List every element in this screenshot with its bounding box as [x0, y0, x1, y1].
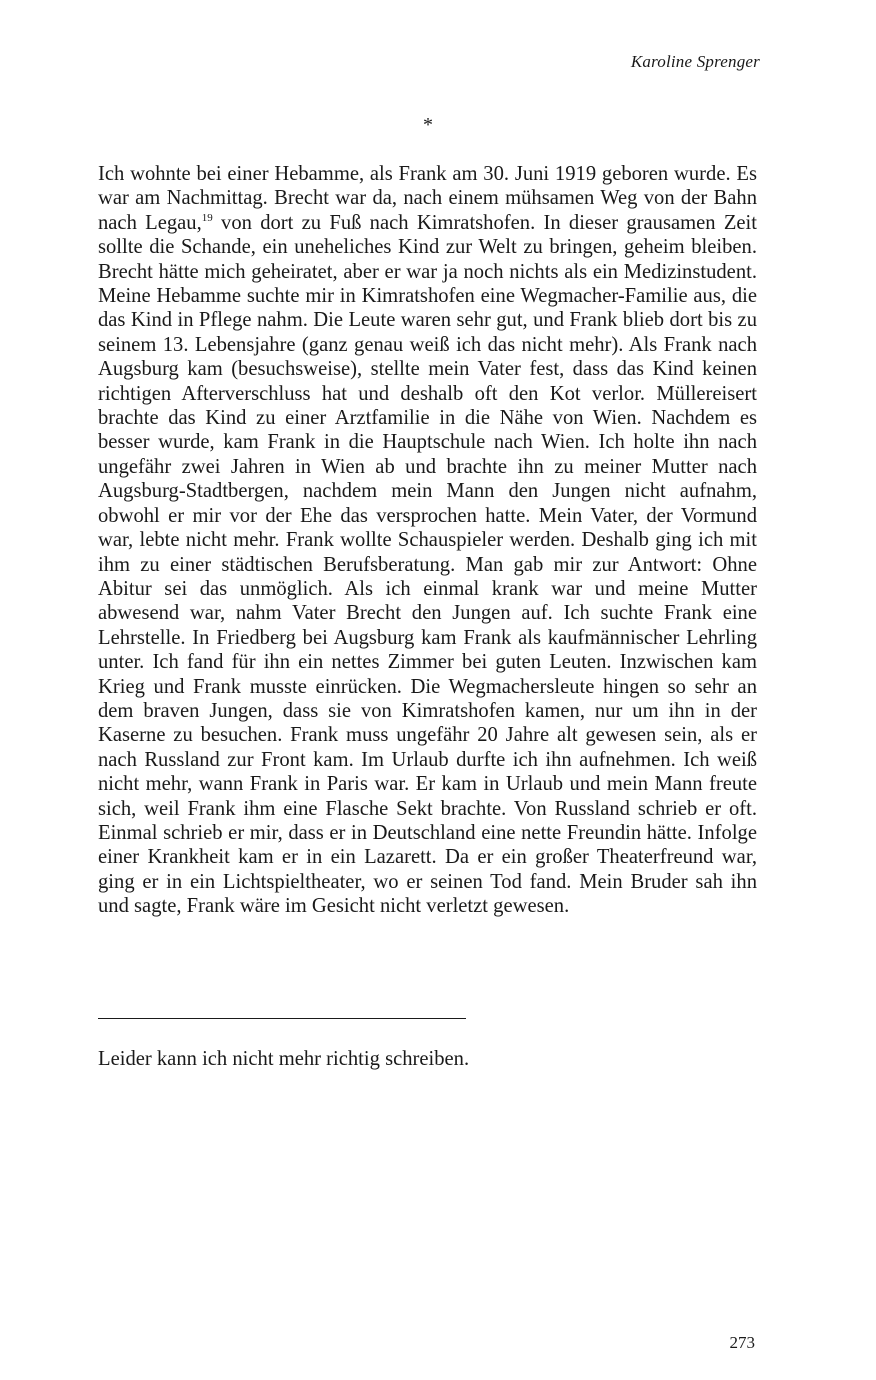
footnote-reference: 19	[201, 211, 213, 224]
footnote-text: Leider kann ich nicht mehr richtig schreiben.	[98, 1048, 470, 1070]
footnote-separator-rule	[98, 1018, 466, 1019]
running-head: Karoline Sprenger	[630, 52, 760, 71]
section-separator: *	[423, 114, 433, 136]
paragraph-text-part-1: Ich wohnte bei einer Hebamme, als Frank am 30. Juni 1919 geboren wurde. Es war am Nachmittag. Brecht war da, nach einem mühsamen Weg von der Bahn nach Legau,	[98, 163, 757, 234]
page-number: 273	[729, 1333, 755, 1352]
main-paragraph	[98, 162, 757, 919]
paragraph-text-part-2: von dort zu Fuß nach Kimratshofen. In dieser grausamen Zeit sollte die Schande, ein uneheliches Kind zur Welt zu bringen, geheim bleiben. Brecht hätte mich geheiratet, aber er war ja noch nichts als ein Medizinstudent. Meine Hebamme suchte mir in Kimratshofen eine Wegmacher-Familie aus, die das Kind in Pflege nahm. Die Leute waren sehr gut, und Frank blieb dort bis zu seinem 13. Lebensjahre (ganz genau weiß ich das nicht mehr). Als Frank nach Augsburg kam (besuchsweise), stellte mein Vater fest, dass das Kind keinen richtigen Afterverschluss hat und deshalb oft den Kot verlor. Müllereisert brachte das Kind zu einer Arztfamilie in die Nähe von Wien. Nachdem es besser wurde, kam Frank in die Hauptschule nach Wien. Ich holte ihn nach ungefähr zwei Jahren in Wien ab und brachte ihn zu meiner Mutter nach Augsburg-Stadtbergen, nachdem mein Mann den Jungen nicht aufnahm, obwohl er mir vor der Ehe das versprochen hatte. Mein Vater, der Vormund war, lebte nicht mehr. Frank wollte Schauspieler werden. Deshalb ging ich mit ihm zu einer städtischen Berufsberatung. Man gab mir zur Antwort: Ohne Abitur sei das unmöglich. Als ich einmal krank war und meine Mutter abwesend war, nahm Vater Brecht den Jungen auf. Ich suchte Frank eine Lehrstelle. In Friedberg bei Augsburg kam Frank als kaufmännischer Lehrling unter. Ich fand für ihn ein nettes Zimmer bei guten Leuten. Inzwischen kam Krieg und Frank musste einrücken. Die Wegmachersleute hingen so sehr an dem braven Jungen, dass sie von Kimratshofen kamen, nur um ihn in der Kaserne zu besuchen. Frank muss ungefähr 20 Jahre alt gewesen sein, als er nach Russland zur Front kam. Im Urlaub durfte ich ihn aufnehmen. Ich weiß nicht mehr, wann Frank in Paris war. Er kam in Urlaub und mein Mann freute sich, weil Frank ihm eine Flasche Sekt brachte. Von Russland schrieb er oft. Einmal schrieb er mir, dass er in Deutschland eine nette Freundin hätte. Infolge einer Krankheit kam er in ein Lazarett. Da er ein großer Theaterfreund war, ging er in ein Lichtspieltheater, wo er seinen Tod fand. Mein Bruder sah ihn und sagte, Frank wäre im Gesicht nicht verletzt gewesen.	[98, 211, 757, 918]
